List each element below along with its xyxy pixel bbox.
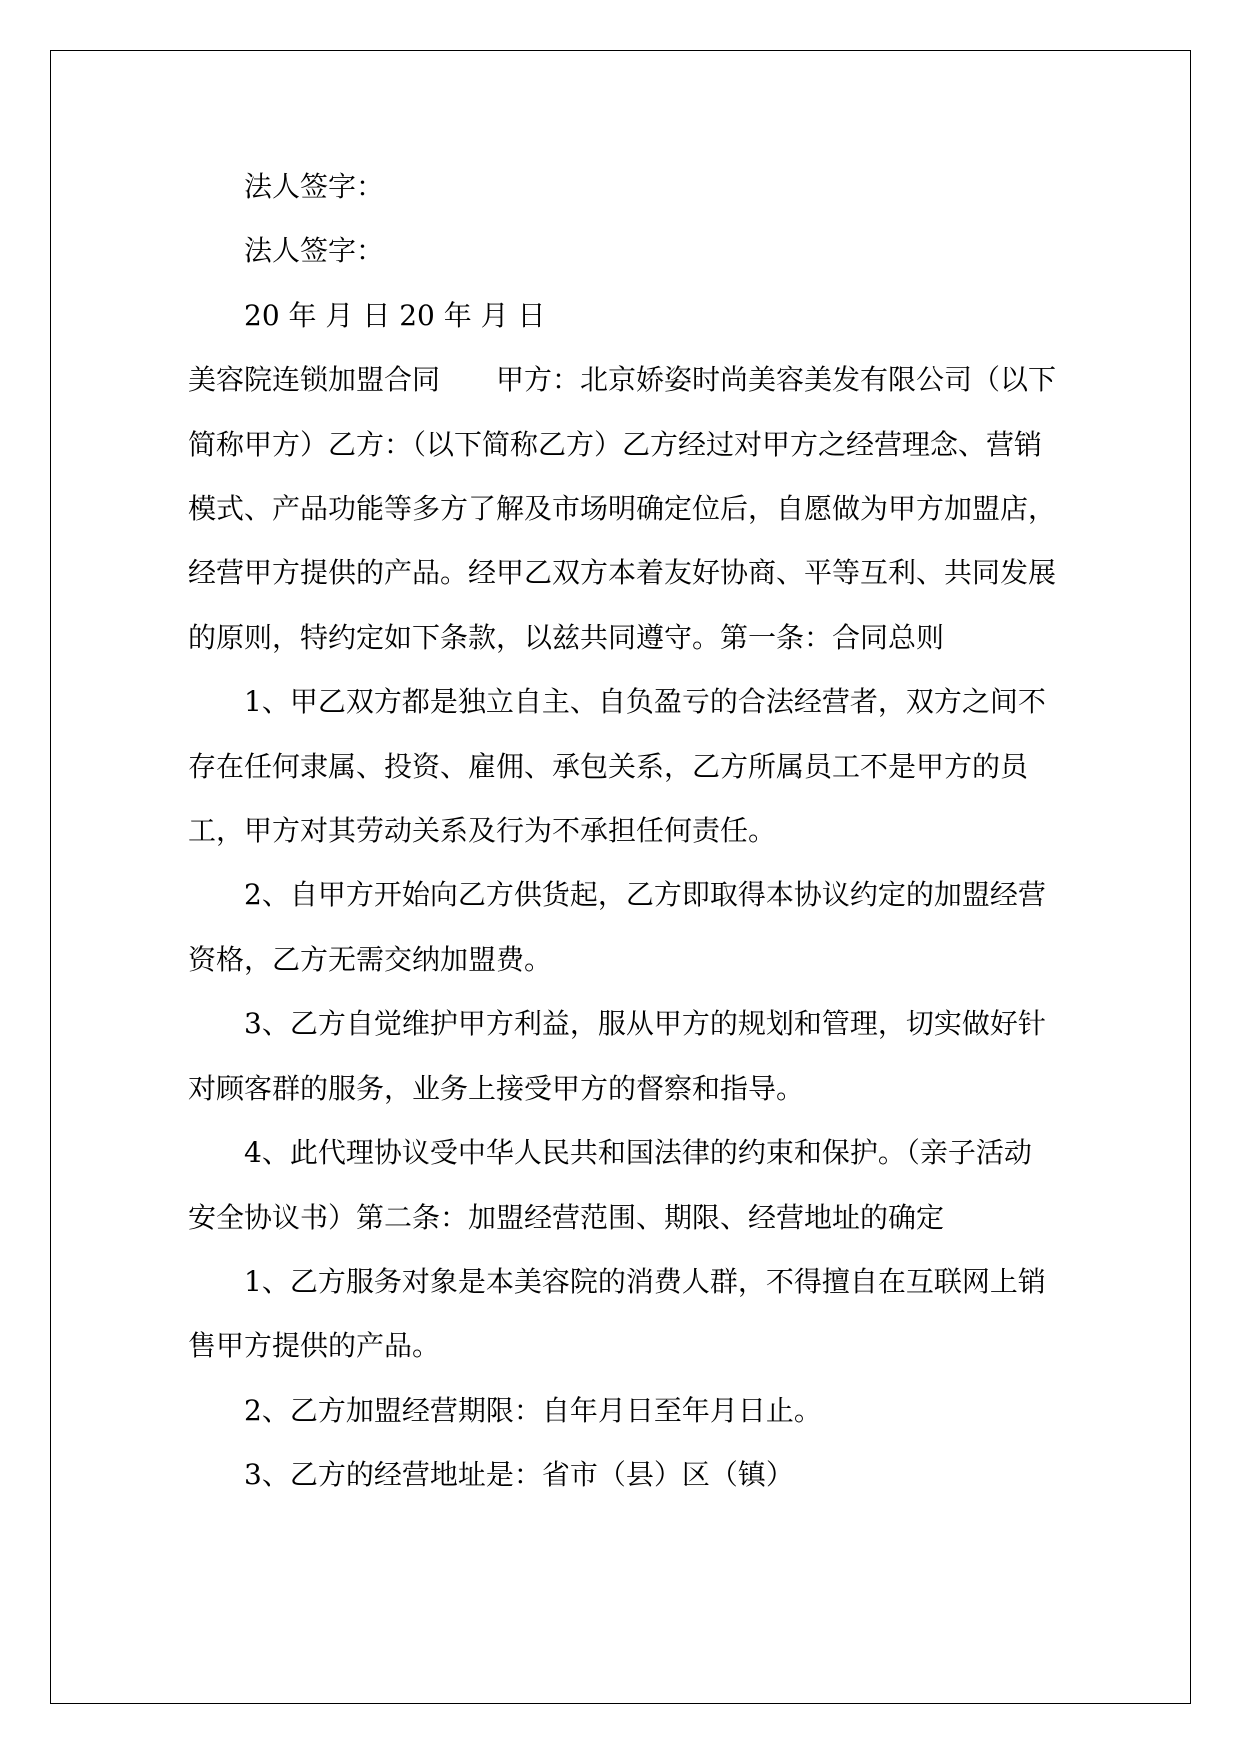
article1-item-3: 3、乙方自觉维护甲方利益，服从甲方的规划和管理，切实做好针对顾客群的服务，业务上接受甲方的督察和指导。 xyxy=(188,1007,1046,1105)
signature-line-1: 法人签字： xyxy=(244,170,385,203)
signature-dates: 20 年 月 日 20 年 月 日 xyxy=(244,298,546,332)
article1-item-1: 1、甲乙双方都是独立自主、自负盈亏的合法经营者，双方之间不存在任何隶属、投资、雇佣、承包关系，乙方所属员工不是甲方的员工，甲方对其劳动关系及行为不承担任何责任。 xyxy=(188,685,1046,848)
document-body xyxy=(188,155,1058,1508)
article2-item-2: 2、乙方加盟经营期限：自年月日至年月日止。 xyxy=(244,1393,822,1427)
article1-item-4: 4、此代理协议受中华人民共和国法律的约束和保护。（亲子活动安全协议书）第二条：加盟经营范围、期限、经营地址的确定 xyxy=(188,1136,1032,1234)
contract-intro-paragraph: 美容院连锁加盟合同 甲方：北京娇姿时尚美容美发有限公司（以下简称甲方）乙方：（以下简称乙方）乙方经过对甲方之经营理念、营销模式、产品功能等多方了解及市场明确定位后，自愿做为甲方加盟店，经营甲方提供的产品。经甲乙双方本着友好协商、平等互利、共同发展的原则，特约定如下条款，以兹共同遵守。第一条：合同总则 xyxy=(188,363,1057,654)
signature-line-2: 法人签字： xyxy=(244,234,385,268)
article2-item-1: 1、乙方服务对象是本美容院的消费人群，不得擅自在互联网上销售甲方提供的产品。 xyxy=(188,1264,1046,1363)
article1-item-2: 2、自甲方开始向乙方供货起，乙方即取得本协议约定的加盟经营资格，乙方无需交纳加盟费。 xyxy=(188,878,1046,976)
article2-item-3: 3、乙方的经营地址是：省市（县）区（镇） xyxy=(244,1458,794,1492)
